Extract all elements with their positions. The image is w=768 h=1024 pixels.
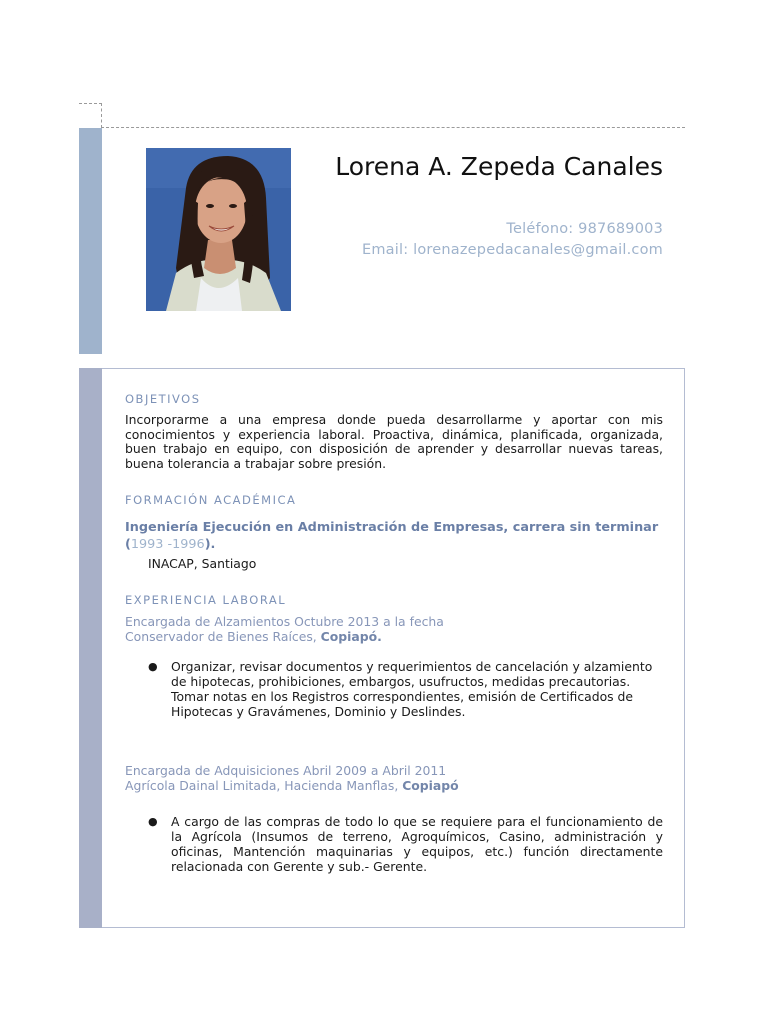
job-2-role: Encargada de Adquisiciones Abril 2009 a Abril 2011 — [125, 763, 447, 778]
job-1-duties — [148, 659, 663, 719]
phone-number: Teléfono: 987689003 — [506, 221, 663, 237]
degree-close-paren: ). — [204, 537, 216, 552]
job-1-role: Encargada de Alzamientos Octubre 2013 a la fecha — [125, 614, 444, 629]
degree-open-paren: ( — [125, 537, 131, 552]
degree-years: 1993 -1996 — [130, 537, 205, 552]
header-accent-bar — [79, 128, 102, 354]
degree-name: Ingeniería Ejecución en Administración de Empresas, carrera sin terminar — [125, 520, 659, 535]
section-title-experiencia: EXPERIENCIA LABORAL — [125, 593, 287, 607]
section-title-objetivos: OBJETIVOS — [125, 392, 201, 406]
degree-title — [125, 519, 665, 553]
objetivos-text: Incorporarme a una empresa donde pueda desarrollarme y aportar con mis conocimientos y experiencia laboral. Proactiva, dinámica, planificada, organizada, buen trabajo en equipo, con disposición de aprender y desarrollar nuevas tareas, buena tolerancia a trabajar sobre presión. — [125, 412, 663, 471]
job-1-city: Copiapó. — [320, 629, 382, 644]
job-2-company-line — [125, 778, 459, 793]
job-2-city: Copiapó — [402, 778, 459, 793]
header-dashed-rule — [101, 127, 685, 128]
institution: INACAP, Santiago — [148, 556, 257, 571]
profile-photo — [146, 148, 291, 311]
section-title-formacion: FORMACIÓN ACADÉMICA — [125, 493, 297, 507]
bullet-icon: ● — [148, 815, 158, 828]
body-accent-bar — [79, 368, 102, 928]
email-address: Email: lorenazepedacanales@gmail.com — [362, 242, 663, 258]
job-1-duty-text: Organizar, revisar documentos y requerimientos de cancelación y alzamiento de hipotecas, prohibiciones, embargos, usufructos, medidas precautorias. Tomar notas en los Registros correspondientes, emisión de Certificados de Hipotecas y Gravámenes, Dominio y Deslindes. — [171, 659, 653, 719]
list-item — [148, 659, 663, 719]
job-1-company: Conservador de Bienes Raíces, — [125, 629, 321, 644]
job-1-company-line — [125, 629, 382, 644]
list-item — [148, 814, 663, 874]
candidate-name: Lorena A. Zepeda Canales — [335, 152, 663, 181]
header-corner-decoration — [79, 103, 102, 128]
bullet-icon: ● — [148, 660, 158, 673]
job-2-company: Agrícola Dainal Limitada, Hacienda Manflas, — [125, 778, 403, 793]
job-2-duties — [148, 814, 663, 874]
job-2-duty-text: A cargo de las compras de todo lo que se requiere para el funcionamiento de la Agrícola (Insumos de terreno, Agroquímicos, Casino, administración y oficinas, Mantención maquinarias y equipos, etc.) función directamente relacionada con Gerente y sub.- Gerente. — [171, 814, 663, 874]
